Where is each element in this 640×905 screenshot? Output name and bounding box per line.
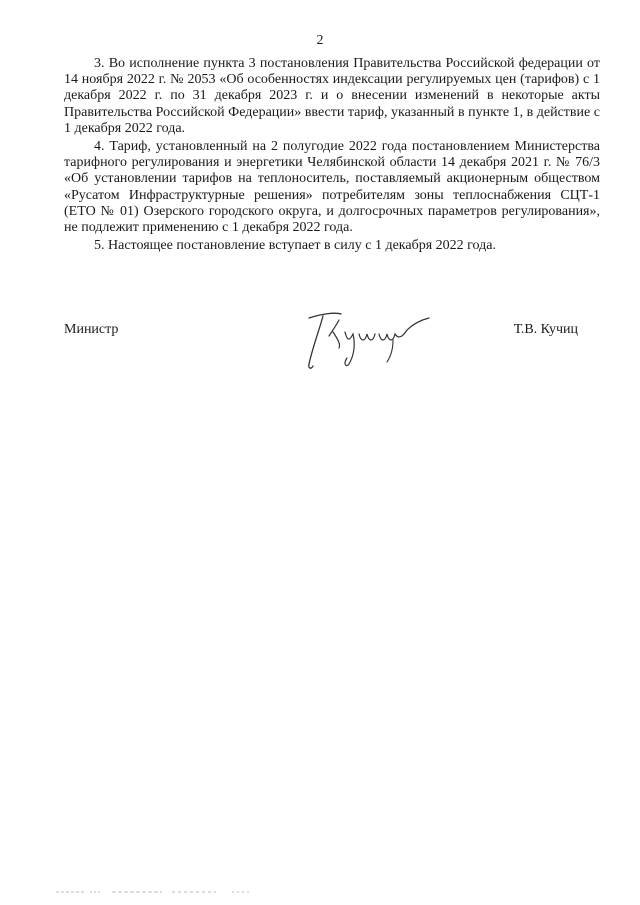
page-number: 2 bbox=[316, 33, 324, 48]
signer-name: Т.В. Кучиц bbox=[513, 322, 578, 337]
signature-block bbox=[64, 306, 600, 376]
signer-title: Министр bbox=[64, 322, 119, 337]
paragraph-3: 3. Во исполнение пункта 3 постановления Правительства Российской федерации от 14 ноября 2022 г. № 2053 «Об особенностях индексации регулируемых цен (тарифов) с 1 декабря 2022 г. по 31 декабря 2023 г. и о внесении изменений в некоторые акты Правительства Российской Федерации» ввести тариф, указанный в пункте 1, в действие с 1 декабря 2022 года. bbox=[64, 56, 600, 136]
paragraph-5: 5. Настоящее постановление вступает в силу с 1 декабря 2022 года. bbox=[94, 238, 496, 254]
document-body bbox=[64, 56, 600, 256]
footer-print-mark bbox=[56, 890, 256, 894]
handwritten-signature bbox=[289, 306, 439, 376]
paragraph-4: 4. Тариф, установленный на 2 полугодие 2022 года постановлением Министерства тарифного регулирования и энергетики Челябинской области 14 декабря 2021 г. № 76/3 «Об установлении тарифов на теплоноситель, поставляемый акционерным обществом «Русатом Инфраструктурные решения» потребителям зоны теплоснабжения СЦТ-1 (ЕТО № 01) Озерского городского округа, и долгосрочных параметров регулирования», не подлежит применению с 1 декабря 2022 года. bbox=[64, 139, 600, 236]
